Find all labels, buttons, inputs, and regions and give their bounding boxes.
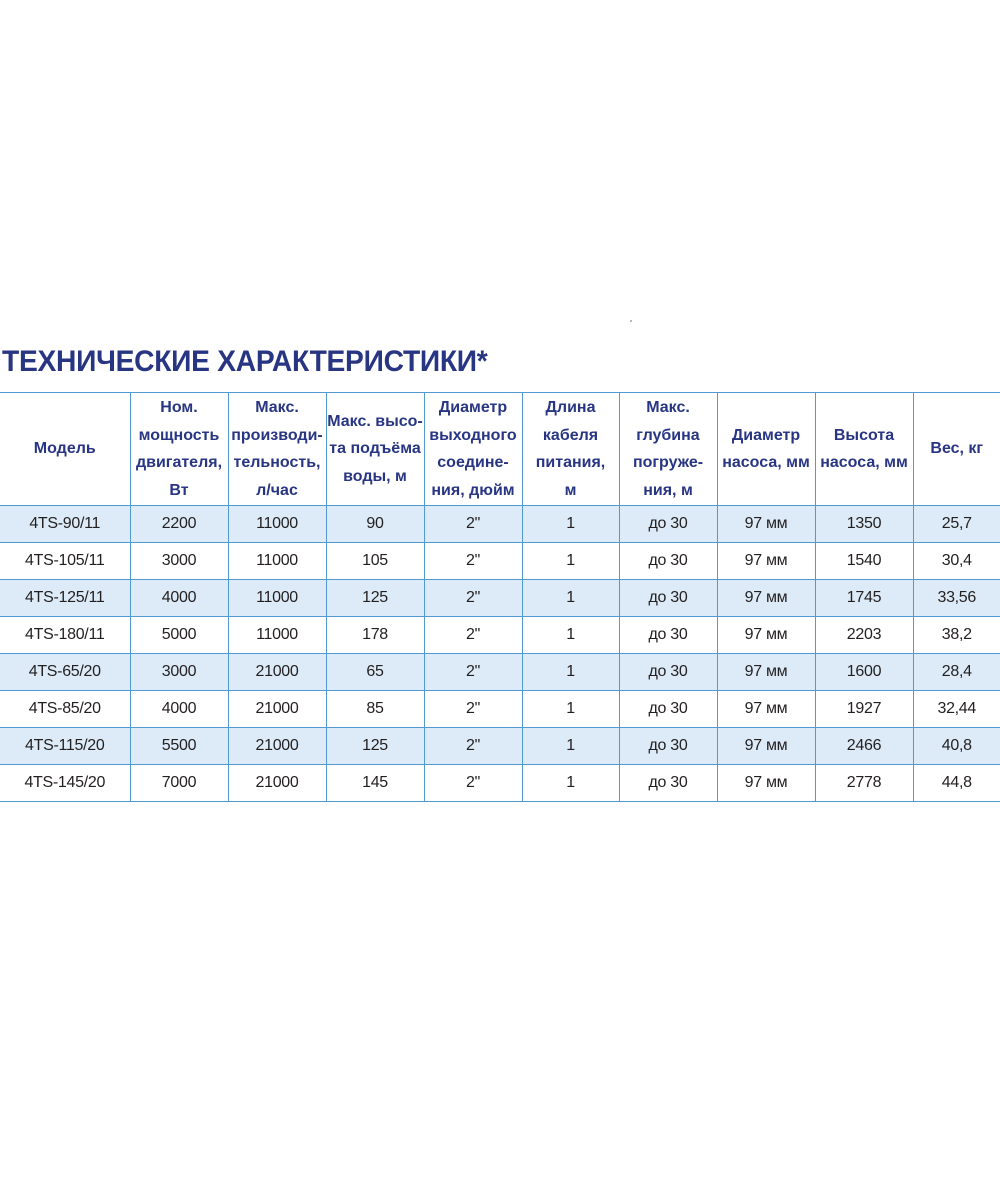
table-cell: 21000 [228,728,326,765]
page-title: ТЕХНИЧЕСКИЕ ХАРАКТЕРИСТИКИ* [2,345,488,378]
header-max-depth [619,393,717,506]
table-cell: 5500 [130,728,228,765]
header-line: ния, дюйм [431,481,515,499]
header-row [0,393,1000,506]
table-cell: 2" [424,691,522,728]
header-outlet-diameter [424,393,522,506]
table-cell: 145 [326,765,424,802]
header-line: погруже- [632,454,704,471]
table-cell: 1 [522,691,619,728]
header-power [130,393,228,506]
model-cell: 4TS-115/20 [0,728,130,765]
table-cell: 11000 [228,580,326,617]
table-cell: 4000 [130,691,228,728]
header-line: мощность [138,426,220,444]
header-max-head [326,393,424,506]
table-cell: 28,4 [913,654,1000,691]
header-line: тельность, [233,454,321,471]
header-line: двигателя, [135,454,223,471]
model-cell: 4TS-125/11 [0,580,130,617]
table-cell: 1927 [815,691,913,728]
table-cell: 33,56 [913,580,1000,617]
table-cell: 97 мм [717,728,815,765]
table-cell: 105 [326,543,424,580]
table-cell: до 30 [619,543,717,580]
model-cell: 4TS-105/11 [0,543,130,580]
header-line: Диаметр [731,426,801,444]
table-cell: 125 [326,580,424,617]
table-cell: 1 [522,654,619,691]
table-cell: 90 [326,506,424,543]
table-cell: 65 [326,654,424,691]
table-cell: 1745 [815,580,913,617]
header-line: Макс. высо- [327,412,423,430]
table-cell: 7000 [130,765,228,802]
table-cell: 1 [522,506,619,543]
table-cell: 1350 [815,506,913,543]
header-pump-height [815,393,913,506]
table-cell: 2203 [815,617,913,654]
header-line: воды, м [343,467,407,485]
table-cell: 30,4 [913,543,1000,580]
header-line: л/час [256,481,298,499]
table-cell: 125 [326,728,424,765]
table-cell: 2" [424,765,522,802]
table-cell: 97 мм [717,691,815,728]
table-cell: 2" [424,728,522,765]
header-model [0,393,130,506]
table-cell: 1600 [815,654,913,691]
header-capacity [228,393,326,506]
header-line: насоса, мм [820,454,908,471]
model-cell: 4TS-145/20 [0,765,130,802]
table-row [0,506,1000,543]
table-cell: до 30 [619,765,717,802]
header-line: та подъёма [329,440,421,458]
table-cell: 3000 [130,654,228,691]
header-weight [913,393,1000,506]
table-cell: 21000 [228,654,326,691]
table-cell: 32,44 [913,691,1000,728]
table-cell: 2" [424,543,522,580]
table-cell: 5000 [130,617,228,654]
table-cell: 38,2 [913,617,1000,654]
table-cell: 97 мм [717,506,815,543]
header-line: Длина [545,399,596,416]
table-cell: 85 [326,691,424,728]
header-line: Высота [833,426,895,444]
table-cell: 1 [522,728,619,765]
table-cell: 2" [424,654,522,691]
table-cell: 1 [522,765,619,802]
table-cell: 97 мм [717,765,815,802]
header-line: Диаметр [438,399,508,416]
table-cell: 97 мм [717,654,815,691]
table-cell: 1 [522,543,619,580]
header-line: глубина [636,426,700,444]
table-cell: до 30 [619,654,717,691]
table-cell: 11000 [228,506,326,543]
table-cell: до 30 [619,691,717,728]
header-line: Макс. [255,399,299,416]
table-cell: 44,8 [913,765,1000,802]
table-cell: до 30 [619,728,717,765]
table-cell: 97 мм [717,580,815,617]
header-line: соедине- [437,454,509,471]
table-row [0,654,1000,691]
table-cell: 2778 [815,765,913,802]
header-line: насоса, мм [722,454,810,471]
table-cell: 2200 [130,506,228,543]
table-cell: 11000 [228,617,326,654]
header-line: ния, м [643,481,693,499]
model-cell: 4TS-90/11 [0,506,130,543]
table-cell: 2466 [815,728,913,765]
table-cell: 1 [522,617,619,654]
table-cell: 40,8 [913,728,1000,765]
table-cell: 97 мм [717,543,815,580]
table-body [0,506,1000,802]
header-line: Ном. [160,399,198,416]
table-row [0,728,1000,765]
table-cell: 2" [424,506,522,543]
table-cell: 2" [424,580,522,617]
header-line: Макс. [646,399,690,416]
header-line: выходного [429,426,517,444]
table-row [0,691,1000,728]
header-pump-diameter [717,393,815,506]
table-cell: 21000 [228,765,326,802]
header-cable-length [522,393,619,506]
header-line: Вес, кг [930,440,984,458]
table-cell: 1540 [815,543,913,580]
table-cell: до 30 [619,580,717,617]
table-cell: до 30 [619,617,717,654]
table-cell: 4000 [130,580,228,617]
model-cell: 4TS-85/20 [0,691,130,728]
table-cell: 25,7 [913,506,1000,543]
table-row [0,617,1000,654]
table-cell: 11000 [228,543,326,580]
table-cell: до 30 [619,506,717,543]
table-cell: 178 [326,617,424,654]
table-row [0,765,1000,802]
table-cell: 1 [522,580,619,617]
header-line: Модель [33,440,96,458]
header-line: кабеля [542,426,599,444]
header-line: производи- [231,426,323,444]
header-line: Вт [169,481,189,499]
table-row [0,543,1000,580]
table-cell: 97 мм [717,617,815,654]
stray-dot [630,320,632,322]
header-line: питания, [535,454,606,471]
model-cell: 4TS-180/11 [0,617,130,654]
table-cell: 21000 [228,691,326,728]
model-cell: 4TS-65/20 [0,654,130,691]
table-row [0,580,1000,617]
spec-table [0,392,1000,802]
table-cell: 2" [424,617,522,654]
header-line: м [564,481,577,499]
table-cell: 3000 [130,543,228,580]
